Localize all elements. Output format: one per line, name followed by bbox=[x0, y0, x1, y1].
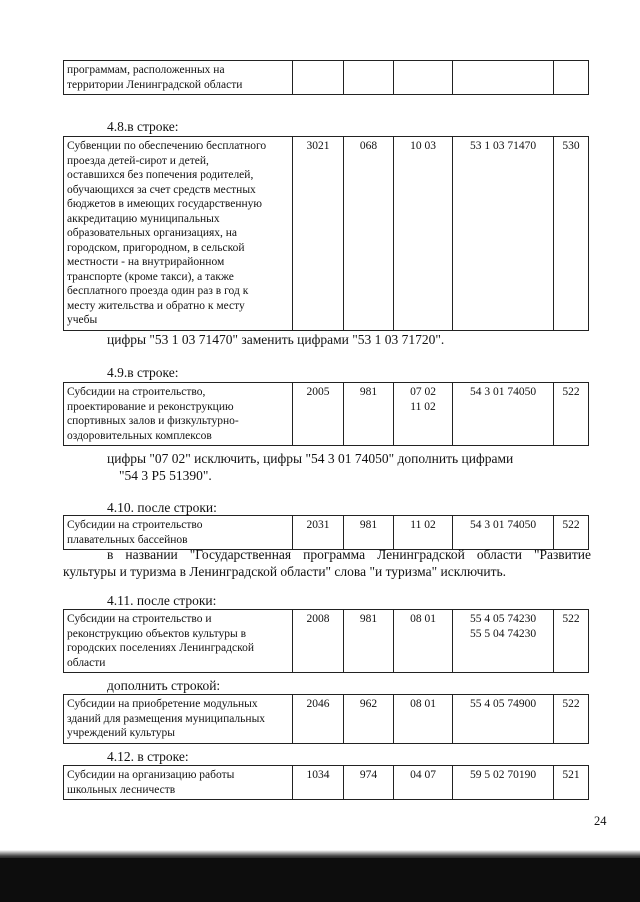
cell-line: 55 4 05 74230 bbox=[469, 613, 537, 625]
cell-line: спортивных залов и физкультурно- bbox=[67, 415, 239, 427]
cell-line: проезда детей-сирот и детей, bbox=[67, 154, 209, 167]
expense-type-cell bbox=[554, 695, 589, 744]
cell-line: 54 3 01 74050 bbox=[469, 519, 537, 531]
section-4-9-text-line2: "54 3 Р5 51390". bbox=[119, 468, 212, 483]
expense-type-cell bbox=[554, 61, 589, 95]
expense-type-cell bbox=[554, 137, 589, 331]
section-4-12-heading: 4.12. в строке: bbox=[107, 749, 189, 764]
code-cell bbox=[293, 61, 344, 95]
section-4-8-text: цифры "53 1 03 71470" заменить цифрами "53 1 03 71720". bbox=[107, 332, 445, 347]
cell-line: 53 1 03 71470 bbox=[469, 140, 537, 152]
cell-line: 59 5 02 70190 bbox=[469, 769, 537, 781]
ministry-cell bbox=[344, 137, 394, 331]
cell-line: области bbox=[67, 656, 106, 669]
ministry-cell bbox=[344, 61, 394, 95]
ministry-cell bbox=[344, 766, 394, 800]
cell-line: местности - на внутрирайонном bbox=[67, 256, 225, 268]
expense-type-cell bbox=[554, 516, 589, 550]
code-cell bbox=[293, 695, 344, 744]
cell-line: 1034 bbox=[306, 769, 330, 781]
cell-line: Субсидии на строительство bbox=[67, 519, 203, 531]
section-4-9-heading: 4.9.в строке: bbox=[107, 365, 179, 380]
target-article-cell bbox=[453, 695, 554, 744]
cell-line: 10 03 bbox=[410, 140, 436, 152]
cell-line: 55 4 05 74900 bbox=[469, 698, 537, 710]
cell-line: реконструкцию объектов культуры в bbox=[67, 627, 247, 640]
budget-table-3 bbox=[63, 382, 589, 446]
cell-line: учреждений культуры bbox=[67, 727, 175, 739]
cell-line: 530 bbox=[562, 140, 580, 152]
cell-line: 08 01 bbox=[410, 613, 436, 625]
cell-line: 522 bbox=[562, 698, 580, 710]
cell-line: Субвенции по обеспечению бесплатного bbox=[67, 140, 267, 152]
budget-table-5 bbox=[63, 609, 589, 673]
section-4-11-heading: 4.11. после строки: bbox=[107, 593, 217, 608]
cell-line: школьных лесничеств bbox=[67, 783, 176, 796]
cell-line: 11 02 bbox=[410, 400, 436, 413]
cell-line: оздоровительных комплексов bbox=[67, 429, 212, 442]
cell-line: транспорте (кроме такси), а также bbox=[67, 270, 234, 283]
cell-line: 55 5 04 74230 bbox=[469, 627, 537, 640]
target-article-cell bbox=[453, 766, 554, 800]
target-article-cell bbox=[453, 610, 554, 673]
table-row bbox=[64, 516, 589, 550]
section-cell bbox=[394, 61, 453, 95]
page-number: 24 bbox=[594, 814, 607, 828]
description-cell bbox=[64, 695, 293, 744]
cell-line: 981 bbox=[359, 613, 378, 625]
section-4-9-text-line1: цифры "07 02" исключить, цифры "54 3 01 74050" дополнить цифрами bbox=[107, 451, 514, 466]
target-article-cell bbox=[453, 61, 554, 95]
cell-line: 2008 bbox=[306, 613, 330, 625]
target-article-cell bbox=[453, 383, 554, 446]
cell-line: зданий для размещения муниципальных bbox=[67, 712, 266, 725]
cell-line: 068 bbox=[359, 140, 378, 152]
section-4-10-heading: 4.10. после строки: bbox=[107, 500, 217, 515]
cell-line: 2031 bbox=[306, 519, 330, 531]
cell-line: 54 3 01 74050 bbox=[469, 386, 537, 398]
cell-line: бесплатного проезда один раз в год к bbox=[67, 285, 249, 297]
table-row bbox=[64, 610, 589, 673]
budget-table-2 bbox=[63, 136, 589, 331]
budget-table-6 bbox=[63, 694, 589, 744]
description-cell bbox=[64, 383, 293, 446]
cell-line: Субсидии на строительство, bbox=[67, 386, 206, 398]
description-cell bbox=[64, 137, 293, 331]
table-row bbox=[64, 61, 589, 95]
budget-table-4 bbox=[63, 515, 589, 550]
cell-line: 522 bbox=[562, 613, 580, 625]
section-4-10-text: в названии "Государственная программа Ленинградской области "Развитие культуры и туризма в Ленинградской области" слова "и туризма" исключить. bbox=[63, 547, 591, 579]
section-cell bbox=[394, 137, 453, 331]
cell-line: городском, пригородном, в сельской bbox=[67, 241, 245, 254]
cell-line: Субсидии на строительство и bbox=[67, 613, 212, 625]
ministry-cell bbox=[344, 383, 394, 446]
cell-line: программам, расположенных на bbox=[67, 64, 225, 76]
section-4-8-heading: 4.8.в строке: bbox=[107, 119, 179, 134]
cell-line: 2046 bbox=[306, 698, 330, 710]
description-cell bbox=[64, 766, 293, 800]
cell-line: бюджетов в имеющих государственную bbox=[67, 198, 263, 210]
cell-line: аккредитацию муниципальных bbox=[67, 212, 220, 225]
cell-line: оставшихся без попечения родителей, bbox=[67, 169, 254, 181]
cell-line: 521 bbox=[562, 769, 580, 781]
code-cell bbox=[293, 766, 344, 800]
section-cell bbox=[394, 383, 453, 446]
budget-table-1 bbox=[63, 60, 589, 95]
cell-line: городских поселениях Ленинградской bbox=[67, 642, 254, 654]
table-row bbox=[64, 137, 589, 331]
expense-type-cell bbox=[554, 383, 589, 446]
cell-line: проектирование и реконструкцию bbox=[67, 400, 234, 413]
target-article-cell bbox=[453, 137, 554, 331]
add-row-label: дополнить строкой: bbox=[107, 678, 221, 693]
cell-line: 981 bbox=[359, 386, 378, 398]
code-cell bbox=[293, 137, 344, 331]
budget-table-7 bbox=[63, 765, 589, 800]
cell-line: 3021 bbox=[306, 140, 330, 152]
expense-type-cell bbox=[554, 766, 589, 800]
cell-line: Субсидии на организацию работы bbox=[67, 769, 235, 781]
cell-line: 04 07 bbox=[410, 769, 436, 781]
cell-line: Субсидии на приобретение модульных bbox=[67, 698, 258, 710]
description-cell bbox=[64, 61, 293, 95]
cell-line: 522 bbox=[562, 386, 580, 398]
cell-line: 981 bbox=[359, 519, 378, 531]
code-cell bbox=[293, 516, 344, 550]
target-article-cell bbox=[453, 516, 554, 550]
cell-line: 522 bbox=[562, 519, 580, 531]
cell-line: 07 02 bbox=[410, 386, 436, 398]
expense-type-cell bbox=[554, 610, 589, 673]
section-cell bbox=[394, 610, 453, 673]
cell-line: 2005 bbox=[306, 386, 330, 398]
scan-dark-border bbox=[0, 858, 640, 902]
cell-line: образовательных организациях, на bbox=[67, 227, 238, 239]
code-cell bbox=[293, 610, 344, 673]
section-cell bbox=[394, 516, 453, 550]
cell-line: учебы bbox=[67, 314, 98, 326]
description-cell bbox=[64, 610, 293, 673]
ministry-cell bbox=[344, 695, 394, 744]
cell-line: территории Ленинградской области bbox=[67, 78, 243, 91]
ministry-cell bbox=[344, 610, 394, 673]
description-cell bbox=[64, 516, 293, 550]
cell-line: 962 bbox=[359, 698, 378, 710]
section-cell bbox=[394, 766, 453, 800]
cell-line: месту жительства и обратно к месту bbox=[67, 299, 245, 312]
code-cell bbox=[293, 383, 344, 446]
table-row bbox=[64, 383, 589, 446]
cell-line: 974 bbox=[359, 769, 378, 781]
table-row bbox=[64, 695, 589, 744]
cell-line: плавательных бассейнов bbox=[67, 533, 188, 546]
ministry-cell bbox=[344, 516, 394, 550]
cell-line: 11 02 bbox=[410, 519, 436, 531]
table-row bbox=[64, 766, 589, 800]
section-cell bbox=[394, 695, 453, 744]
cell-line: 08 01 bbox=[410, 698, 436, 710]
cell-line: обучающихся за счет средств местных bbox=[67, 183, 256, 196]
